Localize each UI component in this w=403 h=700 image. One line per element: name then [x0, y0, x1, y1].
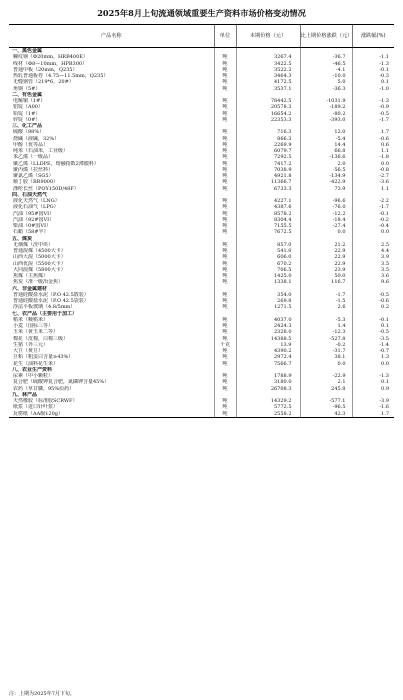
- change-cell: -36.3: [300, 86, 352, 92]
- pct-cell: 9.6: [352, 279, 394, 285]
- pct-cell: -1.3: [352, 98, 394, 104]
- unit-cell: 吨: [214, 179, 236, 185]
- pct-cell: -0.9: [352, 104, 394, 110]
- change-cell: -189.2: [300, 104, 352, 110]
- product-name: 锌锭（0#）: [13, 116, 41, 123]
- product-name: 普通中板（20mm，Q235）: [13, 66, 78, 73]
- unit-cell: 吨: [214, 161, 236, 167]
- change-cell: 66.8: [300, 148, 352, 154]
- product-name: 焦炭（准一级冶金焦）: [13, 279, 64, 286]
- pct-cell: -3.6: [352, 179, 394, 185]
- price-cell: 3180.0: [236, 379, 300, 385]
- unit-cell: 吨: [214, 73, 236, 79]
- table-header: [9, 25, 394, 48]
- unit-cell: 吨: [214, 267, 236, 273]
- price-table: [9, 24, 394, 418]
- pct-cell: 0.6: [352, 142, 394, 148]
- pct-cell: 0.2: [352, 304, 394, 310]
- change-cell: -1031.9: [300, 98, 352, 104]
- pct-cell: 0.0: [352, 361, 394, 367]
- pct-cell: -1.3: [352, 61, 394, 67]
- section-title: 四、石油天然气: [12, 191, 48, 198]
- price-cell: 1788.9: [236, 373, 300, 379]
- pct-cell: 2.5: [352, 242, 394, 248]
- unit-cell: 吨: [214, 98, 236, 104]
- pct-cell: -0.1: [352, 317, 394, 323]
- pct-cell: -1.0: [352, 86, 394, 92]
- unit-cell: 吨: [214, 411, 236, 418]
- unit-cell: 吨: [214, 254, 236, 260]
- product-name: 瓦楞纸（AA级120g）: [9, 411, 214, 418]
- unit-cell: 吨: [214, 348, 236, 354]
- product-name: 铝锭（A00）: [13, 104, 43, 111]
- change-cell: -527.8: [300, 336, 352, 342]
- product-name: 大同混煤（5800大卡）: [13, 266, 66, 273]
- change-cell: -36.7: [300, 54, 352, 60]
- change-cell: 5.0: [300, 79, 352, 85]
- pct-cell: -0.6: [352, 298, 394, 304]
- product-name: 烧碱（液碱，32%）: [13, 135, 60, 142]
- price-cell: 269.8: [236, 298, 300, 304]
- section-row: [9, 48, 394, 55]
- product-name: 棉花（皮棉，白棉三级）: [13, 335, 69, 342]
- footnote: 注：上期为2025年7月下旬。: [9, 691, 75, 697]
- pct-cell: 0.1: [352, 79, 394, 85]
- change-cell: -1.5: [300, 298, 352, 304]
- price-cell: 354.0: [236, 292, 300, 298]
- change-cell: -96.5: [300, 404, 352, 410]
- unit-cell: 吨: [214, 79, 236, 85]
- unit-cell: 吨: [214, 317, 236, 323]
- price-cell: 16654.2: [236, 111, 300, 117]
- price-cell: 716.3: [236, 129, 300, 135]
- price-cell: 20578.3: [236, 104, 300, 110]
- pct-cell: -2.2: [352, 198, 394, 204]
- pct-cell: 0.0: [352, 229, 394, 235]
- unit-cell: 吨: [214, 129, 236, 135]
- product-name: 焦煤（主焦煤）: [13, 273, 49, 279]
- change-cell: 38.1: [300, 354, 352, 360]
- header-unit: 单位: [214, 25, 236, 48]
- product-name: 线材（Φ8—10mm，HPB300）: [13, 60, 88, 67]
- product-name: 稻米（粳稻米）: [13, 316, 49, 323]
- pct-cell: 4.4: [352, 248, 394, 254]
- product-name: 纸浆（进口针叶浆）: [13, 404, 59, 411]
- change-cell: 42.3: [300, 411, 352, 418]
- header-change: 比上期价格涨跌（元）: [300, 25, 352, 48]
- change-cell: -76.0: [300, 204, 352, 210]
- pct-cell: 1.1: [352, 186, 394, 192]
- unit-cell: 吨: [214, 336, 236, 342]
- change-cell: -56.5: [300, 167, 352, 173]
- unit-cell: 吨: [214, 223, 236, 229]
- unit-cell: 吨: [214, 104, 236, 110]
- pct-cell: 1.1: [352, 148, 394, 154]
- product-name: 顺丁胶（BR9000）: [13, 179, 59, 186]
- change-cell: -577.1: [300, 398, 352, 404]
- change-cell: -46.5: [300, 61, 352, 67]
- empty-cell: [352, 48, 394, 55]
- price-cell: 4387.6: [236, 204, 300, 210]
- pct-cell: 3.9: [352, 254, 394, 260]
- product-name: 山西大混（5000大卡）: [13, 254, 66, 261]
- price-cell: 3267.4: [236, 54, 300, 60]
- pct-cell: 0.1: [352, 379, 394, 385]
- pct-cell: -3.9: [352, 398, 394, 404]
- price-cell: 4390.2: [236, 348, 300, 354]
- change-cell: -422.9: [300, 179, 352, 185]
- pct-cell: -0.2: [352, 217, 394, 223]
- header-pct: 涨跌幅(%): [352, 25, 394, 48]
- pct-cell: 3.6: [352, 273, 394, 279]
- change-cell: -1.7: [300, 292, 352, 298]
- price-cell: 2972.4: [236, 354, 300, 360]
- product-name: 花生（油料花生米）: [13, 360, 59, 367]
- product-name: 热轧普通板卷（4.75—11.5mm，Q235）: [13, 73, 109, 79]
- product-name: 豆粕（粗蛋白含量≥43%）: [13, 354, 74, 361]
- unit-cell: 吨: [214, 111, 236, 117]
- change-cell: 14.4: [300, 142, 352, 148]
- change-cell: 12.0: [300, 129, 352, 135]
- price-cell: 3422.5: [236, 61, 300, 67]
- unit-cell: 吨: [214, 292, 236, 298]
- change-cell: -12.3: [300, 329, 352, 335]
- section-title: 五、煤炭: [12, 235, 33, 242]
- price-cell: 8578.2: [236, 211, 300, 217]
- pct-cell: -0.4: [352, 223, 394, 229]
- pct-cell: -1.1: [352, 54, 394, 60]
- change-cell: 1.4: [300, 323, 352, 329]
- unit-cell: 吨: [214, 261, 236, 267]
- pct-cell: -0.6: [352, 136, 394, 142]
- change-cell: 21.2: [300, 242, 352, 248]
- price-cell: 78442.5: [236, 98, 300, 104]
- pct-cell: -1.4: [352, 342, 394, 348]
- unit-cell: 吨: [214, 329, 236, 335]
- price-cell: 22353.3: [236, 117, 300, 123]
- change-cell: 0.0: [300, 361, 352, 367]
- product-name: 铅锭（1#）: [13, 110, 41, 117]
- pct-cell: -0.3: [352, 73, 394, 79]
- price-cell: 2328.0: [236, 329, 300, 335]
- section-title: 二、有色金属: [12, 91, 43, 98]
- unit-cell: 吨: [214, 304, 236, 310]
- price-cell: 4921.8: [236, 173, 300, 179]
- section-title: 八、农业生产资料: [12, 366, 53, 373]
- unit-cell: 吨: [214, 67, 236, 73]
- product-name: 小麦（国标三等）: [13, 323, 54, 329]
- product-name: 农药（草甘膦，95%原药）: [13, 385, 75, 392]
- empty-cell: [236, 48, 300, 55]
- section-title: 七、农产品（主要用于加工）: [12, 310, 78, 317]
- pct-cell: -1.7: [352, 117, 394, 123]
- product-name: 螺纹钢（Φ20mm，HRB400E）: [13, 54, 88, 61]
- unit-cell: 千克: [214, 342, 236, 348]
- unit-cell: 吨: [214, 136, 236, 142]
- change-cell: -5.3: [300, 317, 352, 323]
- price-cell: 8304.4: [236, 217, 300, 223]
- change-cell: -4.1: [300, 67, 352, 73]
- price-cell: 7155.5: [236, 223, 300, 229]
- product-name: 浮法平板玻璃（4.8/5mm）: [13, 304, 76, 311]
- pct-cell: -0.5: [352, 292, 394, 298]
- price-cell: 14388.5: [236, 336, 300, 342]
- change-cell: -393.0: [300, 117, 352, 123]
- product-name: 纯苯（石油苯，工业级）: [13, 148, 69, 154]
- price-cell: 1271.5: [236, 304, 300, 310]
- price-cell: 7672.5: [236, 229, 300, 235]
- change-cell: -136.6: [300, 154, 352, 160]
- change-cell: -10.0: [300, 73, 352, 79]
- change-cell: 2.0: [300, 161, 352, 167]
- change-cell: 50.0: [300, 273, 352, 279]
- product-name: 玉米（黄玉米二等）: [13, 329, 59, 336]
- pct-cell: -0.5: [352, 111, 394, 117]
- change-cell: 245.8: [300, 386, 352, 392]
- unit-cell: 吨: [214, 379, 236, 385]
- unit-cell: 吨: [214, 373, 236, 379]
- price-cell: 11366.7: [236, 179, 300, 185]
- product-name: 普通混煤（4500大卡）: [13, 248, 66, 254]
- price-cell: 14329.2: [236, 398, 300, 404]
- price-cell: 541.0: [236, 248, 300, 254]
- unit-cell: 吨: [214, 204, 236, 210]
- product-name: 柴油（0#国VI）: [13, 223, 51, 229]
- product-name: 汽油（92#国VI）: [13, 216, 55, 223]
- unit-cell: 吨: [214, 229, 236, 235]
- unit-cell: 吨: [214, 248, 236, 254]
- unit-cell: 吨: [214, 298, 236, 304]
- pct-cell: -1.3: [352, 373, 394, 379]
- product-name: 山西优混（5500大卡）: [13, 260, 66, 267]
- pct-cell: -1.6: [352, 404, 394, 410]
- product-name: 普通硅酸盐水泥（P.O 42.5袋装）: [13, 298, 89, 304]
- change-cell: -22.9: [300, 373, 352, 379]
- pct-cell: 0.9: [352, 386, 394, 392]
- price-cell: 2424.3: [236, 323, 300, 329]
- product-name: 硫酸（98%）: [13, 129, 45, 136]
- pct-cell: -0.1: [352, 211, 394, 217]
- unit-cell: 吨: [214, 323, 236, 329]
- price-cell: 4227.1: [236, 198, 300, 204]
- change-cell: -96.6: [300, 198, 352, 204]
- product-name: 普通硅酸盐水泥（P.O 42.5散装）: [13, 291, 89, 298]
- unit-cell: 吨: [214, 142, 236, 148]
- pct-cell: 3.5: [352, 267, 394, 273]
- unit-cell: 吨: [214, 273, 236, 279]
- section-title: 九、林产品: [12, 391, 38, 398]
- price-cell: 606.0: [236, 254, 300, 260]
- unit-cell: 吨: [214, 211, 236, 217]
- product-name: 甲醇（优等品）: [13, 141, 49, 148]
- unit-cell: 吨: [214, 279, 236, 285]
- pct-cell: 3.5: [352, 261, 394, 267]
- pct-cell: 0.0: [352, 161, 394, 167]
- product-name: 石蜡（58#半）: [13, 229, 49, 236]
- product-name: 液化天然气（LNG）: [13, 198, 60, 204]
- unit-cell: 吨: [214, 398, 236, 404]
- change-cell: -31.7: [300, 348, 352, 354]
- product-name: 汽油（95#国VI）: [13, 210, 55, 217]
- product-name: 复合肥（硫酸钾复合肥，氮磷钾含量45%）: [13, 379, 110, 386]
- unit-cell: 吨: [214, 404, 236, 410]
- pct-cell: 1.7: [352, 411, 394, 418]
- change-cell: -0.2: [300, 342, 352, 348]
- section-title: 一、黑色金属: [12, 48, 43, 54]
- pct-cell: 1.3: [352, 354, 394, 360]
- unit-cell: 吨: [214, 167, 236, 173]
- price-cell: 13.9: [236, 342, 300, 348]
- change-cell: 23.9: [300, 267, 352, 273]
- product-name: 聚丙烯（拉丝料）: [13, 166, 54, 173]
- price-cell: 4172.5: [236, 79, 300, 85]
- document-title: 2025年8月上旬流通领域重要生产资料市场价格变动情况: [97, 8, 306, 18]
- change-cell: 2.6: [300, 304, 352, 310]
- change-cell: 73.9: [300, 186, 352, 192]
- price-cell: 1338.1: [236, 279, 300, 285]
- change-cell: 22.9: [300, 254, 352, 260]
- header-price: 本期价格（元）: [236, 25, 300, 48]
- product-name: 苯乙烯（一级品）: [13, 154, 54, 161]
- change-cell: -134.9: [300, 173, 352, 179]
- unit-cell: 吨: [214, 242, 236, 248]
- pct-cell: -2.7: [352, 173, 394, 179]
- unit-cell: 吨: [214, 54, 236, 60]
- pct-cell: -0.8: [352, 167, 394, 173]
- unit-cell: 吨: [214, 61, 236, 67]
- price-cell: 6733.3: [236, 186, 300, 192]
- price-cell: 857.0: [236, 242, 300, 248]
- price-cell: 3464.3: [236, 73, 300, 79]
- change-cell: 2.1: [300, 379, 352, 385]
- price-cell: 2558.2: [236, 411, 300, 418]
- pct-cell: -0.7: [352, 348, 394, 354]
- product-name: 电解铜（1#）: [13, 98, 46, 104]
- pct-cell: -0.5: [352, 329, 394, 335]
- unit-cell: 吨: [214, 117, 236, 123]
- unit-cell: 吨: [214, 86, 236, 92]
- price-cell: 866.3: [236, 136, 300, 142]
- table-body: [9, 48, 394, 418]
- pct-cell: 0.1: [352, 323, 394, 329]
- unit-cell: 吨: [214, 148, 236, 154]
- price-cell: 706.5: [236, 267, 300, 273]
- change-cell: -18.4: [300, 217, 352, 223]
- price-cell: 5772.5: [236, 404, 300, 410]
- change-cell: 22.9: [300, 248, 352, 254]
- price-cell: 6079.7: [236, 148, 300, 154]
- pct-cell: 1.7: [352, 129, 394, 135]
- unit-cell: 吨: [214, 173, 236, 179]
- section-title: 三、化工产品: [12, 123, 43, 129]
- unit-cell: 吨: [214, 186, 236, 192]
- product-name: 液化石油气（LPG）: [13, 204, 59, 211]
- header-name: 产品名称: [9, 25, 214, 48]
- pct-cell: -1.8: [352, 154, 394, 160]
- change-cell: -12.2: [300, 211, 352, 217]
- pct-cell: -0.1: [352, 67, 394, 73]
- unit-cell: 吨: [214, 217, 236, 223]
- table-row: [9, 411, 394, 418]
- product-name: 涤纶长丝（POY150D/48F）: [13, 185, 79, 192]
- product-name: 尿素（中小颗粒）: [13, 373, 54, 379]
- product-name: 无烟煤（洗中块）: [13, 241, 54, 248]
- product-name: 角钢（5#）: [13, 85, 41, 92]
- price-cell: 7566.7: [236, 361, 300, 367]
- price-cell: 2269.9: [236, 142, 300, 148]
- unit-cell: 吨: [214, 198, 236, 204]
- product-name: 天然橡胶（标准胶SCRWF）: [13, 398, 78, 404]
- price-cell: 7417.2: [236, 161, 300, 167]
- section-title: 六、非金属建材: [12, 285, 48, 292]
- change-cell: 0.0: [300, 229, 352, 235]
- pct-cell: -3.5: [352, 336, 394, 342]
- unit-cell: 吨: [214, 361, 236, 367]
- change-cell: -80.2: [300, 111, 352, 117]
- unit-cell: 吨: [214, 354, 236, 360]
- price-cell: 670.2: [236, 261, 300, 267]
- price-cell: 26708.3: [236, 386, 300, 392]
- change-cell: -27.4: [300, 223, 352, 229]
- price-cell: 7038.9: [236, 167, 300, 173]
- price-cell: 1425.0: [236, 273, 300, 279]
- product-name: 聚氯乙烯（SG5）: [13, 173, 54, 179]
- price-cell: 3522.2: [236, 67, 300, 73]
- change-cell: 22.9: [300, 261, 352, 267]
- price-cell: 3537.1: [236, 86, 300, 92]
- unit-cell: 吨: [214, 154, 236, 160]
- unit-cell: 吨: [214, 386, 236, 392]
- product-name: 生猪（外三元）: [13, 341, 49, 348]
- product-name: 无缝钢管（219*6，20#）: [13, 79, 74, 86]
- empty-cell: [214, 48, 236, 55]
- change-cell: -5.4: [300, 136, 352, 142]
- price-cell: 4037.0: [236, 317, 300, 323]
- product-name: 大豆（黄豆）: [13, 348, 44, 354]
- empty-cell: [300, 48, 352, 55]
- price-cell: 7292.5: [236, 154, 300, 160]
- product-name: 聚乙烯（LLDPE，熔融指数2薄膜料）: [13, 160, 99, 167]
- change-cell: 116.7: [300, 279, 352, 285]
- pct-cell: -1.7: [352, 204, 394, 210]
